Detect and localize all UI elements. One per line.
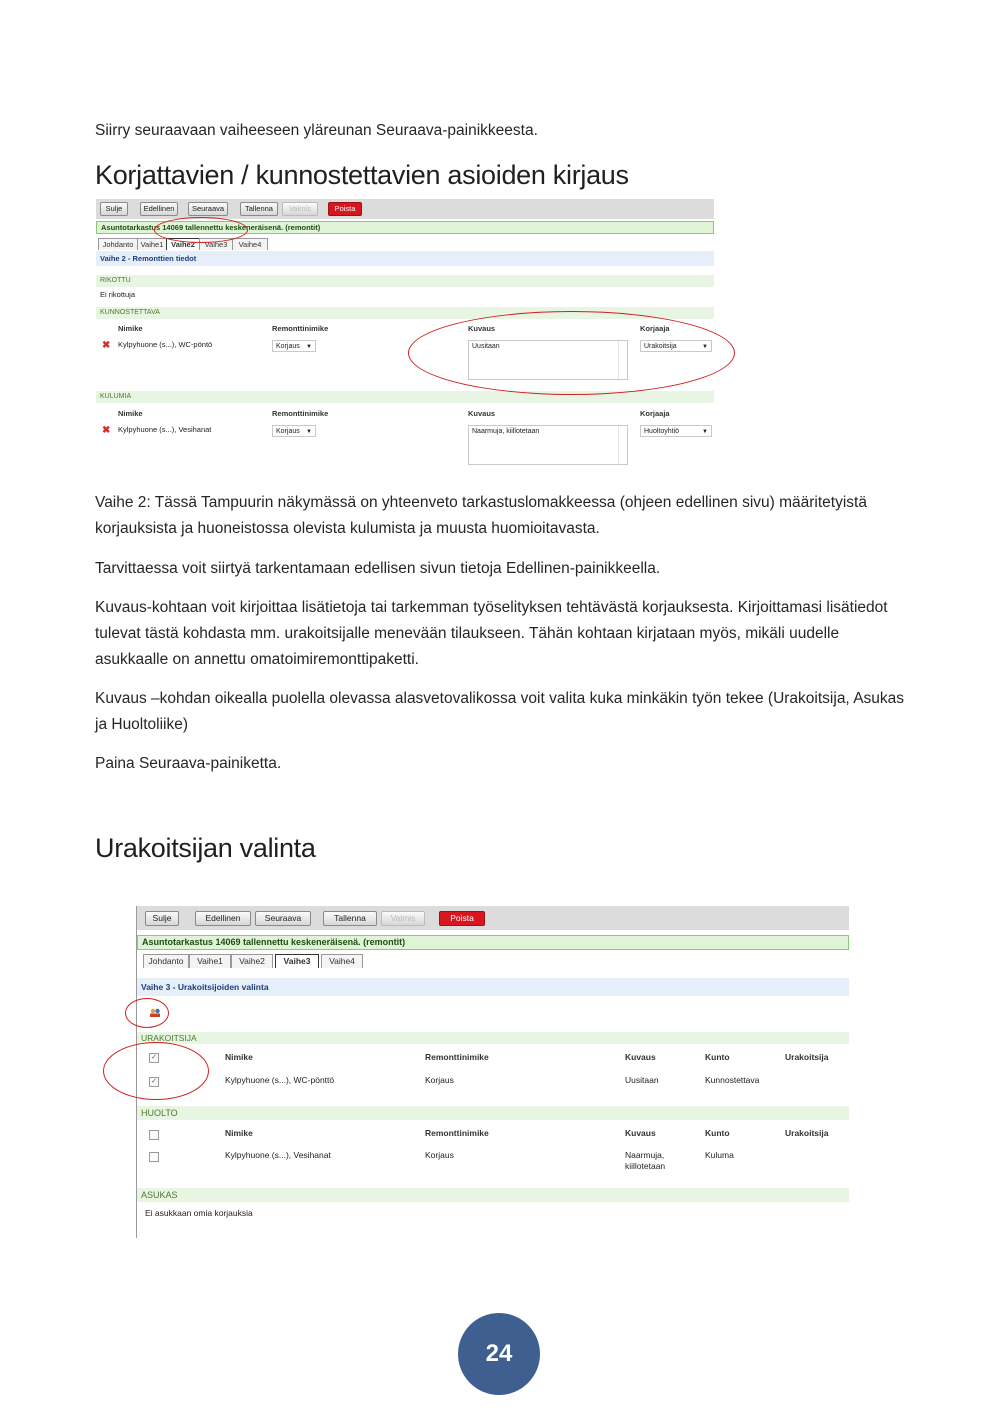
row2-kuvaus-textarea[interactable] [468, 425, 628, 465]
section-title: Vaihe 2 - Remonttien tiedot [96, 251, 714, 266]
ready-button[interactable]: Valmis [282, 202, 318, 216]
previous-button[interactable]: Edellinen [195, 911, 251, 926]
row2-remontti-value: Korjaus [276, 428, 300, 435]
col-nimike: Nimike [225, 1052, 253, 1062]
row1-checkbox[interactable]: ✓ [149, 1077, 159, 1087]
chevron-down-icon: ▼ [306, 429, 312, 435]
row1-kuvaus-value: Uusitaan [472, 343, 500, 350]
row2-nimike: Kylpyhuone (s...), Vesihanat [225, 1150, 331, 1160]
col-urakoitsija-2: Urakoitsija [785, 1128, 829, 1138]
col-nimike: Nimike [118, 324, 143, 333]
paragraph-edellinen: Tarvittaessa voit siirtyä tarkentamaan edellisen sivun tietoja Edellinen-painikkeella. [95, 560, 661, 577]
chevron-down-icon: ▼ [702, 344, 708, 350]
next-button[interactable]: Seuraava [255, 911, 311, 926]
intro-text: Siirry seuraavaan vaiheeseen yläreunan Seuraava-painikkeesta. [95, 122, 538, 139]
col-nimike-2: Nimike [118, 409, 143, 418]
kunnostettava-label: KUNNOSTETTAVA [96, 307, 714, 319]
paragraph-vaihe2 [95, 490, 915, 542]
col-nimike-2: Nimike [225, 1128, 253, 1138]
select-all-checkbox-huolto[interactable] [149, 1130, 159, 1140]
row2-korjaaja-select[interactable] [640, 425, 712, 437]
row1-nimike: Kylpyhuone (s...), WC-pöntö [118, 340, 213, 349]
delete-row-icon[interactable]: ✖ [102, 340, 111, 351]
status-message: Asuntotarkastus 14069 tallennettu keskeneräisenä. (remontit) [96, 221, 714, 234]
save-button[interactable]: Tallenna [323, 911, 377, 926]
tab-vaihe2[interactable]: Vaihe2 [231, 954, 273, 968]
row1-nimike: Kylpyhuone (s...), WC-pönttö [225, 1075, 335, 1085]
select-all-checkbox-urakoitsija[interactable]: ✓ [149, 1053, 159, 1063]
row2-kunto: Kuluma [705, 1150, 734, 1160]
paragraph-kuvaus: Kuvaus-kohtaan voit kirjoittaa lisätietoja tai tarkemman työselityksen tehtävästä korjauksesta. Kirjoittamasi lisätiedot tulevat tästä kohdasta mm. urakoitsijalle menevään tilaukseen. Tähän kohtaan kirjataan myös, mikäli uudelle asukkaalle on annettu omatoimiremonttipaketti. [95, 599, 888, 668]
textarea-scrollbar[interactable] [618, 426, 627, 464]
paragraph-vaihe2-text: Tässä Tampuurin näkymässä on yhteenveto tarkastuslomakkeessa (ohjeen edellinen sivu) määritetyistä korjauksista ja huoneistossa olevista kulumista ja muusta huomioitavasta. [95, 494, 867, 537]
row1-kuvaus-textarea[interactable] [468, 340, 628, 380]
row2-checkbox[interactable] [149, 1152, 159, 1162]
heading-urakoitsijan-valinta: Urakoitsijan valinta [95, 833, 316, 863]
col-urakoitsija: Urakoitsija [785, 1052, 829, 1062]
row2-kuvaus-line2: kiillotetaan [625, 1161, 666, 1171]
col-kuvaus: Kuvaus [625, 1052, 656, 1062]
heading-korjattavien: Korjattavien / kunnostettavien asioiden kirjaus [95, 160, 629, 190]
contractors-group-icon[interactable] [149, 1008, 161, 1017]
row1-korjaaja-select[interactable] [640, 340, 712, 352]
chevron-down-icon: ▼ [306, 344, 312, 350]
annotation-oval-checkboxes [103, 1042, 209, 1100]
col-korjaaja: Korjaaja [640, 324, 670, 333]
delete-button[interactable]: Poista [439, 911, 485, 926]
row1-remontti: Korjaus [425, 1075, 454, 1085]
tab-vaihe1[interactable]: Vaihe1 [137, 238, 167, 250]
tab-vaihe1[interactable]: Vaihe1 [189, 954, 231, 968]
tab-johdanto[interactable]: Johdanto [143, 954, 189, 968]
col-kunto: Kunto [705, 1052, 730, 1062]
rikottu-label: RIKOTTU [96, 275, 714, 287]
tab-vaihe3[interactable]: Vaihe3 [199, 238, 233, 250]
col-remonttinimike-2: Remonttinimike [425, 1128, 489, 1138]
col-remonttinimike-2: Remonttinimike [272, 409, 329, 418]
row1-korjaaja-value: Urakoitsija [644, 343, 677, 350]
col-kuvaus-2: Kuvaus [468, 409, 496, 418]
page-number-badge: 24 [458, 1313, 540, 1395]
toolbar [96, 199, 714, 219]
delete-row-icon[interactable]: ✖ [102, 425, 111, 436]
asukas-label: ASUKAS [137, 1188, 849, 1202]
row2-remontti-select[interactable] [272, 425, 316, 437]
delete-button[interactable]: Poista [328, 202, 362, 216]
paragraph-seuraava: Paina Seuraava-painiketta. [95, 755, 282, 772]
chevron-down-icon: ▼ [702, 429, 708, 435]
rikottu-empty: Ei rikottuja [100, 290, 136, 299]
row2-nimike: Kylpyhuone (s...), Vesihanat [118, 425, 212, 434]
previous-button[interactable]: Edellinen [140, 202, 178, 216]
tab-vaihe2[interactable]: Vaihe2 [166, 238, 200, 250]
row1-remontti-select[interactable] [272, 340, 316, 352]
huolto-label: HUOLTO [137, 1106, 849, 1120]
screenshot-vaihe2 [96, 199, 714, 469]
row2-remontti: Korjaus [425, 1150, 454, 1160]
kuluma-label: KULUMIA [96, 391, 714, 403]
save-button[interactable]: Tallenna [240, 202, 278, 216]
row2-korjaaja-value: Huoltoyhtiö [644, 428, 680, 435]
row1-kunto: Kunnostettava [705, 1075, 760, 1085]
tab-vaihe4[interactable]: Vaihe4 [232, 238, 268, 250]
paragraph-vaihe2-label: Vaihe 2: [95, 494, 151, 511]
status-message-2: Asuntotarkastus 14069 tallennettu keskeneräisenä. (remontit) [137, 935, 849, 950]
next-button[interactable]: Seuraava [188, 202, 228, 216]
tab-vaihe4[interactable]: Vaihe4 [321, 954, 363, 968]
urakoitsija-label: URAKOITSIJA [137, 1032, 849, 1044]
paragraph-alasvetovalikko: Kuvaus –kohdan oikealla puolella olevassa alasvetovalikossa voit valita kuka minkäkin työn tekee (Urakoitsija, Asukas ja Huoltoliike) [95, 690, 905, 733]
tab-johdanto[interactable]: Johdanto [98, 238, 138, 250]
tab-vaihe3[interactable]: Vaihe3 [275, 954, 319, 968]
col-kuvaus: Kuvaus [468, 324, 496, 333]
ready-button[interactable]: Valmis [381, 911, 425, 926]
col-korjaaja-2: Korjaaja [640, 409, 670, 418]
asukas-empty: Ei asukkaan omia korjauksia [145, 1208, 253, 1218]
row1-kuvaus: Uusitaan [625, 1075, 659, 1085]
close-button[interactable]: Sulje [145, 911, 179, 926]
row1-remontti-value: Korjaus [276, 343, 300, 350]
row2-kuvaus-value: Naarmuja, kiillotetaan [472, 428, 540, 435]
col-kunto-2: Kunto [705, 1128, 730, 1138]
row2-kuvaus-line1: Naarmuja, [625, 1150, 665, 1160]
col-remonttinimike: Remonttinimike [272, 324, 329, 333]
annotation-oval-icon [125, 998, 169, 1028]
screenshot-vaihe3 [136, 906, 849, 1238]
col-remonttinimike: Remonttinimike [425, 1052, 489, 1062]
section-title-2: Vaihe 3 - Urakoitsijoiden valinta [137, 978, 849, 996]
toolbar-2 [137, 906, 849, 930]
textarea-scrollbar[interactable] [618, 341, 627, 379]
close-button[interactable]: Sulje [100, 202, 128, 216]
col-kuvaus-2: Kuvaus [625, 1128, 656, 1138]
